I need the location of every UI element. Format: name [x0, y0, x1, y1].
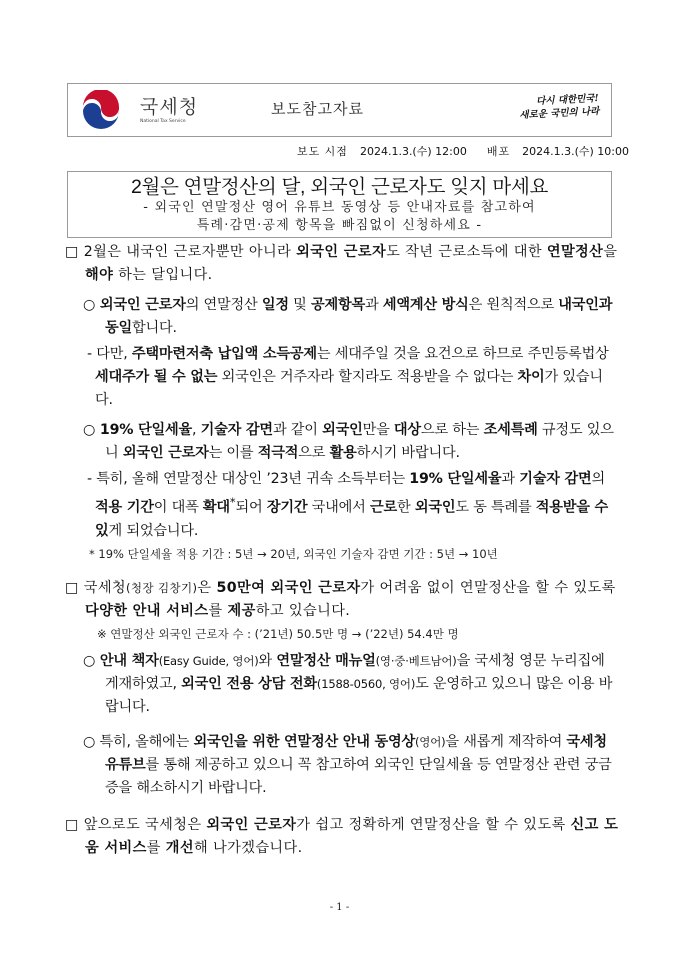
subtitle-line-2: 특례·감면·공제 항목을 빠짐없이 신청하세요 -	[196, 218, 483, 233]
paragraph-9: □ 앞으로도 국세청은 외국인 근로자가 쉽고 정확하게 연말정산을 할 수 있도록 신고 도움 서비스를 개선해 나가겠습니다.	[65, 816, 619, 856]
document-type: 보도참고자료	[271, 100, 364, 118]
subtitle-line-1: - 외국인 연말정산 영어 유튜브 동영상 등 안내자료를 참고하여	[143, 200, 536, 215]
org-name: 국세청	[140, 97, 199, 118]
paragraph-6: □ 국세청(청장 김창기)은 50만여 외국인 근로자가 어려움 없이 연말정산을 할 수 있도록 다양한 안내 서비스를 제공하고 있습니다.	[65, 579, 616, 619]
release-info	[297, 143, 629, 159]
paragraph-2: ○ 외국인 근로자의 연말정산 일정 및 공제항목과 세액계산 방식은 원칙적으로 내국인과 동일합니다.	[83, 297, 613, 336]
circle-bullet-icon: ○	[83, 652, 96, 669]
main-title: 2월은 연말정산의 달, 외국인 근로자도 잊지 마세요	[130, 176, 549, 198]
slogan	[518, 92, 599, 122]
square-bullet-icon: □	[65, 244, 79, 260]
paragraph-5: - 특히, 올해 연말정산 대상인 ’23년 귀속 소득부터는 19% 단일세율과 기술자 감면의 적용 기간이 대폭 확대*되어 장기간 국내에서 근로한 외국인도 동 특례를 적용받을 수 있게 되었습니다.	[87, 471, 609, 539]
org-subtitle: National Tax Service	[140, 119, 186, 124]
paragraph-7: ○ 안내 책자(Easy Guide, 영어)와 연말정산 매뉴얼(영·중·베트남어)을 국세청 영문 누리집에 게재하였고, 외국인 전용 상담 전화(1588-0560, 영어)도 운영하고 있으니 많은 이용 바랍니다.	[83, 652, 613, 715]
footnote-marker: *	[229, 495, 236, 509]
header-box	[67, 83, 612, 137]
circle-bullet-icon: ○	[83, 733, 96, 750]
press-time-label: 보도 시점	[296, 145, 348, 158]
paragraph-8: ○ 특히, 올해에는 외국인을 위한 연말정산 안내 동영상(영어)을 새롭게 제작하여 국세청 유튜브를 통해 제공하고 있으니 꼭 참고하여 외국인 단일세율 등 연말정산 관련 궁금증을 해소하시기 바랍니다.	[83, 733, 612, 796]
press-time-value: 2024.1.3.(수) 12:00	[359, 145, 467, 158]
square-bullet-icon: □	[65, 816, 79, 833]
title-box	[67, 171, 612, 238]
footnote-2: ※ 연말정산 외국인 근로자 수 : (’21년) 50.5만 명 → (’22년) 54.4만 명	[97, 626, 459, 641]
circle-bullet-icon: ○	[83, 297, 96, 313]
dash-bullet: -	[87, 346, 92, 362]
dash-bullet: -	[87, 471, 92, 487]
distribution-label: 배포	[486, 145, 511, 158]
circle-bullet-icon: ○	[83, 422, 96, 438]
slogan-line-2: 새로운 국민의 나라	[519, 105, 600, 122]
paragraph-4: ○ 19% 단일세율, 기술자 감면과 같이 외국인만을 대상으로 하는 조세특례 규정도 있으니 외국인 근로자는 이를 적극적으로 활용하시기 바랍니다.	[83, 422, 614, 461]
footnote-1: * 19% 단일세율 적용 기간 : 5년 → 20년, 외국인 기술자 감면 기간 : 5년 → 10년	[89, 546, 498, 561]
paragraph-3: - 다만, 주택마련저축 납입액 소득공제는 세대주일 것을 요건으로 하므로 주민등록법상 세대주가 될 수 없는 외국인은 거주자라 할지라도 적용받을 수 없다는 차이가 있습니다.	[87, 346, 609, 408]
page-number: - 1 -	[329, 902, 350, 913]
slogan-line-1: 다시 대한민국!	[535, 92, 599, 108]
square-bullet-icon: □	[65, 579, 79, 596]
paragraph-1: □ 2월은 내국인 근로자뿐만 아니라 외국인 근로자도 작년 근로소득에 대한 연말정산을 해야 하는 달입니다.	[65, 244, 618, 283]
nts-taegeuk-logo-icon	[80, 90, 122, 132]
distribution-time-value: 2024.1.3.(수) 10:00	[522, 145, 629, 158]
document-body	[65, 241, 620, 860]
